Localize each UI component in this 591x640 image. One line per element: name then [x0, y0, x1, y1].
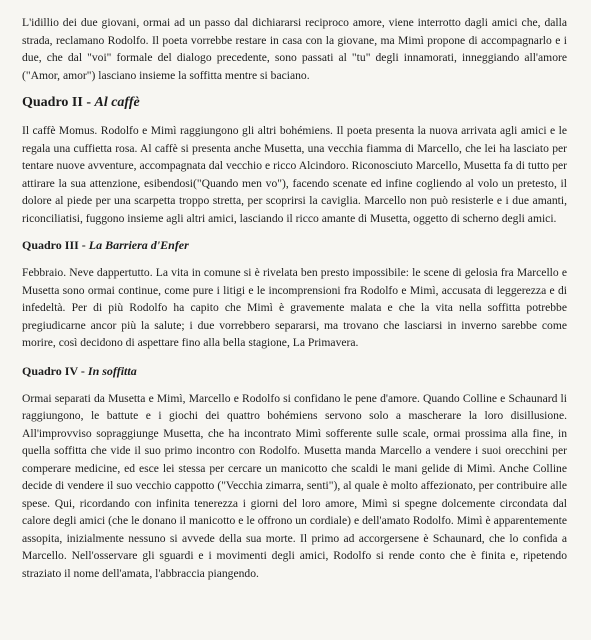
heading-label: Quadro II - [22, 95, 95, 110]
heading-title: In soffitta [87, 363, 137, 378]
heading-label: Quadro III - [22, 238, 89, 252]
heading-title: Al caffè [94, 95, 140, 110]
heading-quadro-4 [22, 363, 567, 379]
intro-paragraph: L'idillio dei due giovani, ormai ad un passo dal dichiararsi reciproco amore, viene interrotto dagli amici che, dalla strada, reclamano Rodolfo. Il poeta vorrebbe restare in casa con la giovane, ma Mimì propone di accompagnarlo e i due, che dal "voi" formale del dialogo precedente, sono passati al "tu" degli innamorati, inneggiando all'amore ("Amor, amor") lasciano insieme la soffitta mentre si baciano. [22, 16, 567, 82]
heading-title: La Barriera d'Enfer [88, 238, 189, 252]
quadro-4-paragraph: Ormai separati da Musetta e Mimì, Marcello e Rodolfo si confidano le pene d'amore. Quando Colline e Schaunard li raggiungono, le battute e i giochi dei quattro bohémiens servono solo a mascherare la loro disillusione. All'improvviso sopraggiunge Musetta, che ha incontrato Mimì sofferente sulle scale, ormai prossima alla fine, in quella soffitta che vide il suo primo incontro con Rodolfo. Musetta manda Marcello a vendere i suoi orecchini per comperare medicine, ed esce lei stessa per cercare un manicotto che scaldi le mani gelide di Mimì. Anche Colline decide di vendere il suo vecchio cappotto ("Vecchia zimarra, senti"), al quale è molto affezionato, per contribuire alle spese. Qui, ricordando con infinita tenerezza i giorni del loro amore, Mimì si spegne dolcemente circondata dal calore degli amici (che le donano il manicotto e le offrono un cordiale) e dell'amato Rodolfo. Mimì è apparentemente assopita, inizialmente nessuno si avvede della sua morte. Il primo ad accorgersene è Schaunard, che lo confida a Marcello. Nell'osservare gli sguardi e i movimenti degli amici, Rodolfo si rende conto che è finita e, ripetendo straziato il nome dell'amata, l'abbraccia piangendo. [22, 391, 567, 580]
heading-label: Quadro IV - [22, 363, 88, 378]
quadro-2-paragraph: Il caffè Momus. Rodolfo e Mimì raggiungono gli altri bohémiens. Il poeta presenta la nuova arrivata agli amici e le regala una cuffietta rosa. Al caffè si presenta anche Musetta, una vecchia fiamma di Marcello, che lei ha lasciato per tentare nuove avventure, accompagnata dal vecchio e ricco Alcindoro. Riconosciuto Marcello, Musetta fa di tutto per attirare la sua attenzione, esibendosi("Quando men vo"), facendo scenate ed infine cogliendo al volo un pretesto, il dolore al piede per una scarpetta troppo stretta, per scoprirsi la caviglia. Marcello non può resisterle e i due amanti, riconciliatisi, fuggono insieme agli altri amici, lasciando il ricco amante di Musetta, oggetto di scherno degli amici. [22, 124, 567, 225]
heading-quadro-2 [22, 94, 567, 112]
heading-quadro-3 [22, 237, 567, 253]
quadro-3-paragraph: Febbraio. Neve dappertutto. La vita in comune si è rivelata ben presto impossibile: le scene di gelosia fra Marcello e Musetta sono ormai continue, come pure i litigi e le incomprensioni fra Rodolfo e Mimì, accusata di leggerezza e di infedeltà. Per di più Rodolfo ha capito che Mimì è gravemente malata e che la vita nella soffitta potrebbe pregiudicarne ancor più la salute; i due vorrebbero separarsi, ma trovano che lasciarsi in inverno sarebbe come morire, così decidono di aspettare fino alla bella stagione, La Primavera. [22, 266, 567, 349]
